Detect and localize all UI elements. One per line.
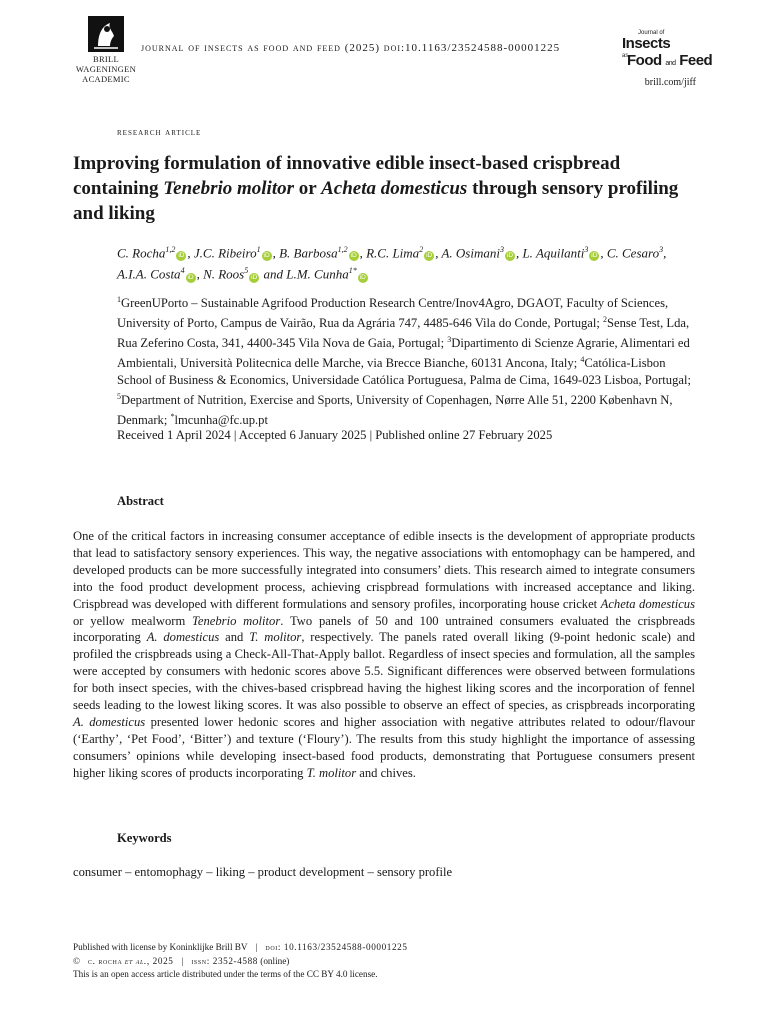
affiliation-text: Sense Test, Lda, Rua Zeferino Costa, 341, 4400-345 Vila Nova de Gaia, Portugal; — [117, 316, 690, 351]
author-name: A.I.A. Costa — [117, 266, 181, 282]
footer-open-access: This is an open access article distributed under the terms of the CC BY 4.0 license. — [73, 969, 378, 979]
author-name: C. Cesaro — [606, 245, 660, 261]
species-name: A. domesticus — [73, 714, 146, 729]
species-name: Acheta domesticus — [600, 596, 696, 611]
copyright-etal: et al. — [124, 955, 147, 966]
footer-line-copyright: © c. rocha et al., 2025 | issn: 2352-4588 (online) — [73, 955, 290, 966]
author-name: L. Aquilanti — [522, 245, 585, 261]
affiliation-marker: 4 — [580, 354, 585, 364]
footer — [73, 941, 408, 982]
affiliation-text: Department of Nutrition, Exercise and Sports, University of Copenhagen, Nørre Alle 51, 2200 København N, Denmark; — [117, 392, 673, 427]
abstract-text — [73, 528, 695, 782]
orcid-icon[interactable]: iD — [263, 252, 270, 260]
orcid-icon[interactable]: iD — [359, 273, 366, 281]
abstract-segment: and — [219, 630, 250, 645]
brill-logo-line: WAGENINGEN — [75, 64, 137, 74]
author-affiliation-marker: 1* — [348, 266, 357, 276]
orcid-icon[interactable]: iD — [251, 273, 258, 281]
author-list: C. Rocha$^{1,2}$iD , J.C. Ribeiro$^1$iD , B. Barbosa$^{1,2}$iD , R.C. Lima$^2$iD , A. Osimani$^3$iD , L. Aquilanti$^3$iD , C. Cesaro$^3$, A.I.A. Costa$^4$iD , N. Roos$^5$iD and L.M. Cunha$^{1*}$iD — [117, 245, 667, 282]
orcid-icon[interactable]: iD — [178, 252, 185, 260]
author-name: N. Roos — [203, 266, 245, 282]
journal-url-link[interactable]: brill.com/jiff — [644, 77, 696, 88]
journal-citation-line: journal of insects as food and feed (2025) doi:10.1163/23524588-00001225 — [141, 42, 561, 54]
orcid-icon[interactable]: iD — [506, 252, 514, 260]
keywords-heading: Keywords — [117, 831, 172, 845]
affiliation-text: Dipartimento di Scienze Agrarie, Alimentari ed Ambientali, Università Politecnica delle Marche, via Brecce Bianche, 60131 Ancona, Italy; — [117, 336, 690, 371]
affiliation-marker: 1 — [117, 295, 121, 304]
author-name: B. Barbosa — [279, 245, 338, 261]
keywords-text: consumer – entomophagy – liking – product development – sensory profile — [73, 865, 453, 879]
abstract-segment: and chives. — [356, 765, 416, 780]
author-name: A. Osimani — [441, 245, 500, 261]
author-affiliation-marker: 3 — [499, 245, 504, 254]
article-title: Improving formulation of innovative edible insect-based crispbread containing Tenebrio molitor or Acheta domesticus through sensory profiling and liking — [73, 153, 679, 224]
publisher-logo — [72, 16, 140, 84]
author-affiliation-marker: 1 — [256, 245, 261, 254]
corresponding-email[interactable]: lmcunha@fc.up.pt — [174, 412, 268, 427]
author-affiliation-marker: 4 — [180, 266, 185, 276]
author-affiliation-marker: 5 — [244, 266, 249, 276]
orcid-icon[interactable]: iD — [187, 273, 194, 281]
author-name: L.M. Cunha — [286, 266, 349, 282]
journal-logo: Journal of Insects as Food and Feed — [622, 30, 713, 69]
footer-doi[interactable]: doi: 10.1163/23524588-00001225 — [265, 942, 408, 952]
author-affiliation-marker: 3 — [584, 245, 589, 254]
abstract-segment: One of the critical factors in increasing consumer acceptance of edible insects is the development of appropriate products that lead to satisfactory sensory experiences. This way, the negative associations with entomophagy can be hampered, and developed products can be more successfully integrated into consumers’ diets. This research aimed to integrate consumers into the food product development process, achieving crispbread formulations with increased acceptance and liking. Crispbread was developed with different formulations and sensory profiles, incorporating house cricket — [73, 529, 695, 611]
abstract-segment: presented lower hedonic scores and higher association with negative attributes related to odour/flavour (‘Earthy’, ‘Pet Food’, ‘Bitter’) and texture (‘Floury’). The results from this study highlight the importance of assessing consumers’ opinions while developing insect-based food products, demonstrating that Portuguese consumers present higher liking scores of products incorporating — [73, 714, 695, 780]
species-name: A. domesticus — [146, 630, 220, 645]
footer-line-license: Published with license by Koninklijke Brill BV | doi: 10.1163/23524588-00001225 — [73, 942, 408, 952]
affiliation-marker: 5 — [117, 391, 121, 401]
orcid-icon[interactable]: iD — [591, 252, 598, 260]
abstract-segment: , respectively. The panels rated overall liking (9-point hedonic scale) and profiled the crispbreads using a Check-All-That-Apply ballot. Regardless of insect species and formulation, all the samples were accepted by consumers with hedonic scores above 5.5. Significant differences were observed between formulations for both insect species, with the chives-based crispbread having the highest liking scores and the incorporation of fennel seeds leading to the lowest liking scores. It was also possible to observe an effect of species, as crispbreads incorporating — [73, 630, 695, 713]
author-affiliation-marker: 1,2 — [165, 245, 176, 254]
affiliation-marker: * — [170, 411, 175, 421]
author-affiliation-marker: 2 — [419, 245, 424, 254]
author-affiliation-marker: 1,2 — [337, 245, 348, 254]
author-affiliation-marker: 3 — [659, 245, 664, 254]
brill-logo-line: BRILL — [92, 54, 120, 64]
species-name: T. molitor — [306, 765, 357, 780]
abstract-segment: . Two panels of 50 and 100 untrained consumers evaluated the crispbreads incorporating — [73, 613, 695, 645]
affiliations-block — [117, 292, 697, 429]
footer-issn: issn: 2352-4588 — [191, 955, 258, 966]
copyright-author: c. rocha — [87, 955, 123, 966]
license-publisher: Published with license by Koninklijke Brill BV — [73, 942, 248, 952]
affiliation-marker: 2 — [603, 314, 608, 324]
orcid-icon[interactable]: iD — [350, 252, 357, 260]
abstract-heading: Abstract — [117, 494, 164, 508]
affiliation-marker: 3 — [447, 334, 452, 344]
author-name: C. Rocha — [117, 245, 166, 261]
brill-emblem-icon — [88, 16, 124, 52]
species-name: Tenebrio molitor — [192, 613, 281, 628]
affiliation-text: GreenUPorto – Sustainable Agrifood Production Research Centre/Inov4Agro, DGAOT, Faculty of Sciences, University of Porto, Campus de Vairão, Rua da Agrária 747, 4485-646 Vila do Conde, Portugal; — [117, 296, 669, 331]
affiliation-text: Católica-Lisbon School of Business & Economics, Universidade Católica Portuguesa, Palma de Cima, 1649-023 Lisboa, Portugal; — [117, 356, 691, 387]
brill-logo-line: ACADEMIC — [82, 74, 130, 84]
species-name: T. molitor — [249, 630, 302, 645]
article-type-label: research article — [117, 127, 202, 138]
abstract-segment: or yellow mealworm — [73, 613, 193, 628]
orcid-icon[interactable]: iD — [426, 252, 433, 260]
author-name: J.C. Ribeiro — [193, 245, 257, 261]
publication-dates: Received 1 April 2024 | Accepted 6 January 2025 | Published online 27 February 2025 — [117, 428, 553, 442]
author-name: R.C. Lima — [366, 245, 420, 261]
